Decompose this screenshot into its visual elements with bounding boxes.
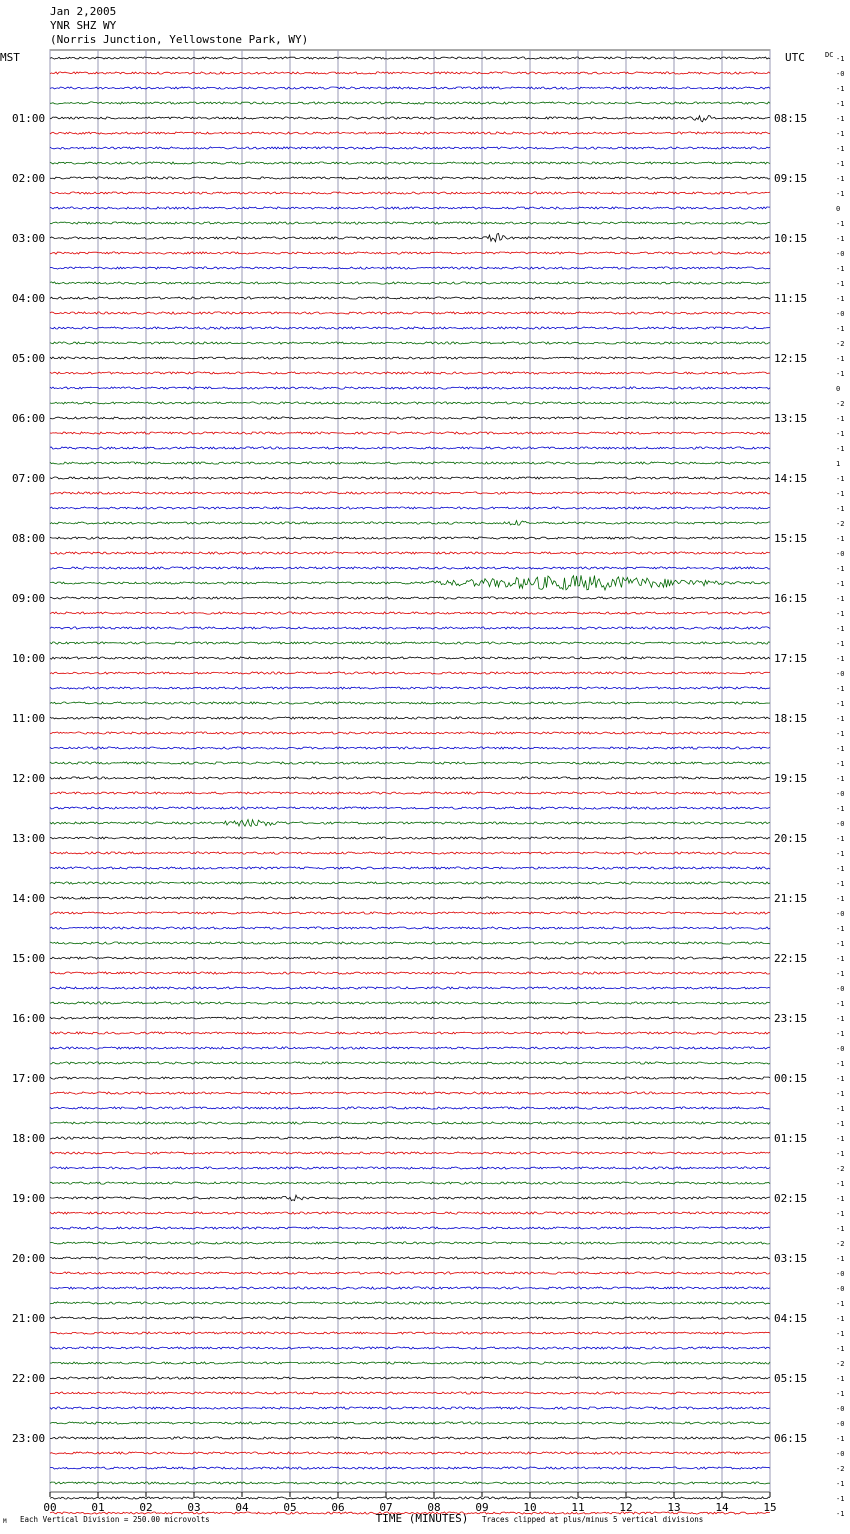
seismic-trace — [50, 972, 770, 974]
seismic-trace — [50, 642, 770, 644]
station-label: YNR SHZ WY — [50, 19, 117, 32]
seismic-trace — [50, 57, 770, 59]
dc-offset-value: -1 — [836, 235, 845, 243]
location-label: (Norris Junction, Yellowstone Park, WY) — [50, 33, 309, 46]
seismic-trace — [50, 762, 770, 764]
dc-offset-value: -1 — [836, 895, 845, 903]
dc-offset-value: -1 — [836, 415, 845, 423]
dc-offset-value: -1 — [836, 745, 845, 753]
dc-offset-value: -1 — [836, 130, 845, 138]
seismic-trace — [50, 132, 770, 134]
dc-offset-value: -1 — [836, 1495, 845, 1503]
utc-hour-label: 05:15 — [774, 1372, 808, 1385]
dc-offset-value: -1 — [836, 850, 845, 858]
seismic-trace — [50, 942, 770, 944]
seismic-trace — [50, 1107, 770, 1109]
clip-note: Traces clipped at plus/minus 5 vertical divisions — [482, 1515, 704, 1524]
seismic-trace — [50, 432, 770, 434]
dc-offset-value: -1 — [836, 1150, 845, 1158]
x-tick-label: 07 — [379, 1501, 393, 1514]
seismic-trace — [50, 327, 770, 329]
dc-offset-value: -1 — [836, 295, 845, 303]
utc-hour-label: 11:15 — [774, 292, 808, 305]
scale-note: Each Vertical Division = 250.00 microvolts — [20, 1515, 210, 1524]
dc-offset-value: -1 — [836, 1105, 845, 1113]
utc-hour-label: 21:15 — [774, 892, 808, 905]
seismic-trace — [50, 297, 770, 299]
dc-offset-value: -2 — [836, 400, 845, 408]
mst-hour-label: 06:00 — [12, 412, 46, 425]
utc-hour-label: 15:15 — [774, 532, 808, 545]
seismic-trace — [50, 627, 770, 629]
dc-offset-value: -2 — [836, 1465, 845, 1473]
dc-offset-value: -1 — [836, 1060, 845, 1068]
dc-offset-value: -1 — [836, 445, 845, 453]
seismic-trace — [50, 1212, 770, 1214]
mst-hour-label: 14:00 — [12, 892, 46, 905]
seismic-trace — [50, 447, 770, 449]
seismic-trace — [50, 1167, 770, 1169]
dc-offset-value: -1 — [836, 1225, 845, 1233]
seismic-trace — [50, 897, 770, 899]
dc-offset-value: -2 — [836, 1240, 845, 1248]
seismic-trace — [50, 1287, 770, 1289]
seismic-trace — [50, 1122, 770, 1124]
x-tick-label: 04 — [235, 1501, 249, 1514]
mst-hour-label: 03:00 — [12, 232, 46, 245]
utc-hour-label: 14:15 — [774, 472, 808, 485]
seismic-trace — [50, 282, 770, 284]
dc-offset-value: -1 — [836, 1480, 845, 1488]
seismic-trace — [50, 1002, 770, 1004]
seismic-trace — [50, 417, 770, 419]
mst-hour-label: 08:00 — [12, 532, 46, 545]
dc-offset-value: -0 — [836, 790, 845, 798]
seismic-trace — [50, 1452, 770, 1454]
dc-offset-value: -0 — [836, 985, 845, 993]
seismic-trace — [50, 1377, 770, 1379]
seismic-trace — [50, 1182, 770, 1184]
seismic-trace — [50, 507, 770, 509]
seismic-trace — [50, 597, 770, 599]
seismic-trace — [50, 1195, 770, 1201]
utc-hour-label: 03:15 — [774, 1252, 808, 1265]
seismic-trace — [50, 1272, 770, 1274]
seismic-trace — [50, 267, 770, 269]
utc-hour-label: 17:15 — [774, 652, 808, 665]
dc-offset-value: -1 — [836, 580, 845, 588]
dc-offset-value: -0 — [836, 1270, 845, 1278]
utc-hour-label: 23:15 — [774, 1012, 808, 1025]
seismic-trace — [50, 1422, 770, 1424]
dc-offset-value: -0 — [836, 1285, 845, 1293]
seismic-trace — [50, 567, 770, 569]
dc-offset-value: -1 — [836, 655, 845, 663]
mst-hour-label: 12:00 — [12, 772, 46, 785]
seismic-trace — [50, 1407, 770, 1409]
seismic-trace — [50, 747, 770, 749]
seismic-trace — [50, 477, 770, 479]
dc-offset-value: -1 — [836, 190, 845, 198]
plot-frame — [50, 50, 770, 1492]
seismic-trace — [50, 792, 770, 794]
dc-offset-value: -1 — [836, 1015, 845, 1023]
seismic-trace — [50, 162, 770, 164]
dc-label: DC — [825, 51, 834, 59]
dc-offset-value: -1 — [836, 880, 845, 888]
seismic-trace — [50, 1242, 770, 1244]
mst-tz-label: MST — [0, 51, 20, 64]
mst-hour-label: 22:00 — [12, 1372, 46, 1385]
seismic-trace — [50, 492, 770, 494]
mst-hour-label: 11:00 — [12, 712, 46, 725]
mst-hour-label: 20:00 — [12, 1252, 46, 1265]
x-tick-label: 09 — [475, 1501, 489, 1514]
mst-hour-label: 17:00 — [12, 1072, 46, 1085]
dc-offset-value: 0 — [836, 385, 841, 393]
dc-offset-value: -0 — [836, 1405, 845, 1413]
dc-offset-value: -1 — [836, 1180, 845, 1188]
mst-hour-label: 23:00 — [12, 1432, 46, 1445]
seismic-trace — [50, 687, 770, 689]
dc-offset-value: -1 — [836, 1390, 845, 1398]
dc-offset-value: -1 — [836, 1510, 845, 1518]
dc-offset-value: -1 — [836, 430, 845, 438]
dc-offset-value: -2 — [836, 340, 845, 348]
x-tick-label: 03 — [187, 1501, 201, 1514]
utc-hour-label: 02:15 — [774, 1192, 808, 1205]
seismic-trace — [50, 387, 770, 389]
dc-offset-value: -1 — [836, 475, 845, 483]
dc-offset-value: -1 — [836, 1375, 845, 1383]
seismic-trace — [50, 957, 770, 959]
dc-offset-value: -1 — [836, 715, 845, 723]
seismic-trace — [50, 657, 770, 659]
dc-offset-value: -2 — [836, 1165, 845, 1173]
mst-hour-label: 09:00 — [12, 592, 46, 605]
seismic-trace — [50, 777, 770, 779]
dc-offset-value: -0 — [836, 1450, 845, 1458]
dc-offset-value: -1 — [836, 700, 845, 708]
seismic-trace — [50, 1257, 770, 1259]
utc-hour-label: 19:15 — [774, 772, 808, 785]
utc-hour-label: 01:15 — [774, 1132, 808, 1145]
dc-offset-value: -1 — [836, 925, 845, 933]
dc-offset-value: -1 — [836, 265, 845, 273]
seismic-trace — [50, 927, 770, 929]
dc-offset-value: -1 — [836, 685, 845, 693]
seismic-trace — [50, 537, 770, 539]
seismic-trace — [50, 222, 770, 224]
mst-hour-label: 19:00 — [12, 1192, 46, 1205]
dc-offset-value: -1 — [836, 490, 845, 498]
dc-offset-value: -1 — [836, 1120, 845, 1128]
dc-offset-value: -1 — [836, 85, 845, 93]
x-tick-label: 10 — [523, 1501, 537, 1514]
dc-offset-value: -1 — [836, 625, 845, 633]
seismic-trace — [50, 1077, 770, 1079]
seismic-trace — [50, 312, 770, 314]
seismic-trace — [50, 233, 770, 241]
dc-offset-value: 1 — [836, 460, 841, 468]
dc-offset-value: -1 — [836, 1000, 845, 1008]
mst-hour-label: 21:00 — [12, 1312, 46, 1325]
dc-offset-value: -2 — [836, 1360, 845, 1368]
seismic-trace — [50, 372, 770, 374]
seismic-trace — [50, 1497, 770, 1499]
seismic-trace — [50, 116, 770, 122]
seismic-trace — [50, 1137, 770, 1139]
dc-offset-value: -1 — [836, 220, 845, 228]
x-tick-label: 08 — [427, 1501, 441, 1514]
seismic-trace — [50, 87, 770, 89]
dc-offset-value: -0 — [836, 310, 845, 318]
mst-hour-label: 18:00 — [12, 1132, 46, 1145]
dc-offset-value: -1 — [836, 805, 845, 813]
dc-offset-value: -1 — [836, 1090, 845, 1098]
x-tick-label: 14 — [715, 1501, 729, 1514]
dc-offset-value: -1 — [836, 775, 845, 783]
dc-offset-value: -1 — [836, 730, 845, 738]
seismic-trace — [50, 1437, 770, 1439]
dc-offset-value: -1 — [836, 1195, 845, 1203]
dc-offset-value: -2 — [836, 520, 845, 528]
dc-offset-value: -0 — [836, 70, 845, 78]
corner-mark: M — [3, 1518, 7, 1525]
dc-offset-value: -1 — [836, 610, 845, 618]
x-tick-label: 05 — [283, 1501, 297, 1514]
x-tick-label: 13 — [667, 1501, 681, 1514]
dc-offset-value: -1 — [836, 1315, 845, 1323]
mst-hour-label: 13:00 — [12, 832, 46, 845]
mst-hour-label: 01:00 — [12, 112, 46, 125]
dc-offset-value: -0 — [836, 910, 845, 918]
seismic-trace — [50, 1227, 770, 1229]
utc-hour-label: 12:15 — [774, 352, 808, 365]
dc-offset-value: -0 — [836, 820, 845, 828]
x-tick-label: 06 — [331, 1501, 345, 1514]
seismic-trace — [50, 1062, 770, 1064]
date-label: Jan 2,2005 — [50, 5, 117, 18]
dc-offset-value: -1 — [836, 160, 845, 168]
seismic-trace — [50, 192, 770, 194]
seismic-trace — [50, 575, 770, 590]
dc-offset-value: -1 — [836, 175, 845, 183]
utc-hour-label: 20:15 — [774, 832, 808, 845]
dc-offset-value: -0 — [836, 1420, 845, 1428]
seismic-trace — [50, 357, 770, 359]
seismic-trace — [50, 852, 770, 854]
seismic-trace — [50, 1092, 770, 1094]
dc-offset-value: -1 — [836, 565, 845, 573]
seismic-trace — [50, 342, 770, 344]
seismic-trace — [50, 1392, 770, 1394]
dc-offset-value: -1 — [836, 640, 845, 648]
dc-offset-value: -0 — [836, 550, 845, 558]
utc-hour-label: 04:15 — [774, 1312, 808, 1325]
seismic-trace — [50, 521, 770, 526]
mst-hour-label: 02:00 — [12, 172, 46, 185]
utc-hour-label: 10:15 — [774, 232, 808, 245]
seismic-trace — [50, 882, 770, 884]
seismic-trace — [50, 987, 770, 989]
utc-hour-label: 22:15 — [774, 952, 808, 965]
seismic-trace — [50, 1362, 770, 1364]
dc-offset-value: -1 — [836, 955, 845, 963]
seismic-trace — [50, 552, 770, 554]
x-tick-label: 00 — [43, 1501, 57, 1514]
trace-group — [50, 57, 770, 1514]
seismic-trace — [50, 177, 770, 179]
seismic-trace — [50, 1467, 770, 1469]
seismic-trace — [50, 1317, 770, 1319]
utc-hour-label: 13:15 — [774, 412, 808, 425]
dc-offset-value: -1 — [836, 145, 845, 153]
seismic-trace — [50, 612, 770, 614]
dc-offset-value: -1 — [836, 1330, 845, 1338]
utc-tz-label: UTC — [785, 51, 805, 64]
dc-offset-value: -1 — [836, 1300, 845, 1308]
x-tick-label: 01 — [91, 1501, 105, 1514]
dc-offset-value: -1 — [836, 1345, 845, 1353]
mst-hour-label: 05:00 — [12, 352, 46, 365]
dc-offset-value: 0 — [836, 205, 841, 213]
seismic-trace — [50, 717, 770, 719]
x-tick-label: 11 — [571, 1501, 585, 1514]
x-tick-label: 15 — [763, 1501, 777, 1514]
dc-offset-value: -1 — [836, 535, 845, 543]
dc-offset-value: -1 — [836, 595, 845, 603]
dc-offset-value: -1 — [836, 100, 845, 108]
dc-offset-value: -1 — [836, 1030, 845, 1038]
dc-offset-value: -1 — [836, 115, 845, 123]
seismic-trace — [50, 207, 770, 209]
dc-offset-value: -1 — [836, 1075, 845, 1083]
seismic-trace — [50, 732, 770, 734]
mst-hour-label: 10:00 — [12, 652, 46, 665]
x-tick-label: 12 — [619, 1501, 633, 1514]
utc-hour-label: 16:15 — [774, 592, 808, 605]
dc-offset-value: -1 — [836, 865, 845, 873]
utc-hour-label: 06:15 — [774, 1432, 808, 1445]
utc-hour-label: 00:15 — [774, 1072, 808, 1085]
dc-offset-value: -1 — [836, 1255, 845, 1263]
dc-offset-value: -1 — [836, 760, 845, 768]
dc-offset-value: -1 — [836, 505, 845, 513]
dc-offset-value: -1 — [836, 355, 845, 363]
seismic-trace — [50, 1332, 770, 1334]
seismic-trace — [50, 402, 770, 404]
x-axis-title: TIME (MINUTES) — [375, 1512, 469, 1525]
seismic-trace — [50, 102, 770, 104]
seismic-trace — [50, 702, 770, 704]
dc-offset-value: -1 — [836, 1135, 845, 1143]
seismic-trace — [50, 1047, 770, 1049]
dc-offset-value: -1 — [836, 1435, 845, 1443]
seismic-trace — [50, 912, 770, 914]
seismic-trace — [50, 820, 770, 827]
seismic-trace — [50, 147, 770, 149]
mst-hour-label: 15:00 — [12, 952, 46, 965]
seismic-trace — [50, 807, 770, 809]
dc-offset-value: -1 — [836, 835, 845, 843]
dc-offset-value: -1 — [836, 370, 845, 378]
seismic-trace — [50, 837, 770, 839]
seismic-trace — [50, 1347, 770, 1349]
seismic-trace — [50, 72, 770, 74]
mst-hour-label: 07:00 — [12, 472, 46, 485]
dc-offset-value: -0 — [836, 250, 845, 258]
dc-offset-value: -0 — [836, 1045, 845, 1053]
seismic-trace — [50, 1017, 770, 1019]
mst-hour-label: 04:00 — [12, 292, 46, 305]
utc-hour-label: 09:15 — [774, 172, 808, 185]
seismic-trace — [50, 1152, 770, 1154]
x-tick-label: 02 — [139, 1501, 153, 1514]
seismic-trace — [50, 1302, 770, 1304]
seismic-trace — [50, 252, 770, 254]
seismic-trace — [50, 462, 770, 464]
dc-offset-value: -1 — [836, 325, 845, 333]
dc-offset-value: -1 — [836, 970, 845, 978]
mst-hour-label: 16:00 — [12, 1012, 46, 1025]
dc-offset-value: -0 — [836, 670, 845, 678]
dc-offset-value: -1 — [836, 280, 845, 288]
utc-hour-label: 08:15 — [774, 112, 808, 125]
dc-offset-value: -1 — [836, 1210, 845, 1218]
seismic-trace — [50, 1032, 770, 1034]
utc-hour-label: 18:15 — [774, 712, 808, 725]
dc-offset-value: -1 — [836, 55, 845, 63]
seismic-trace — [50, 672, 770, 674]
seismic-trace — [50, 1482, 770, 1484]
dc-offset-value: -1 — [836, 940, 845, 948]
seismic-trace — [50, 867, 770, 869]
